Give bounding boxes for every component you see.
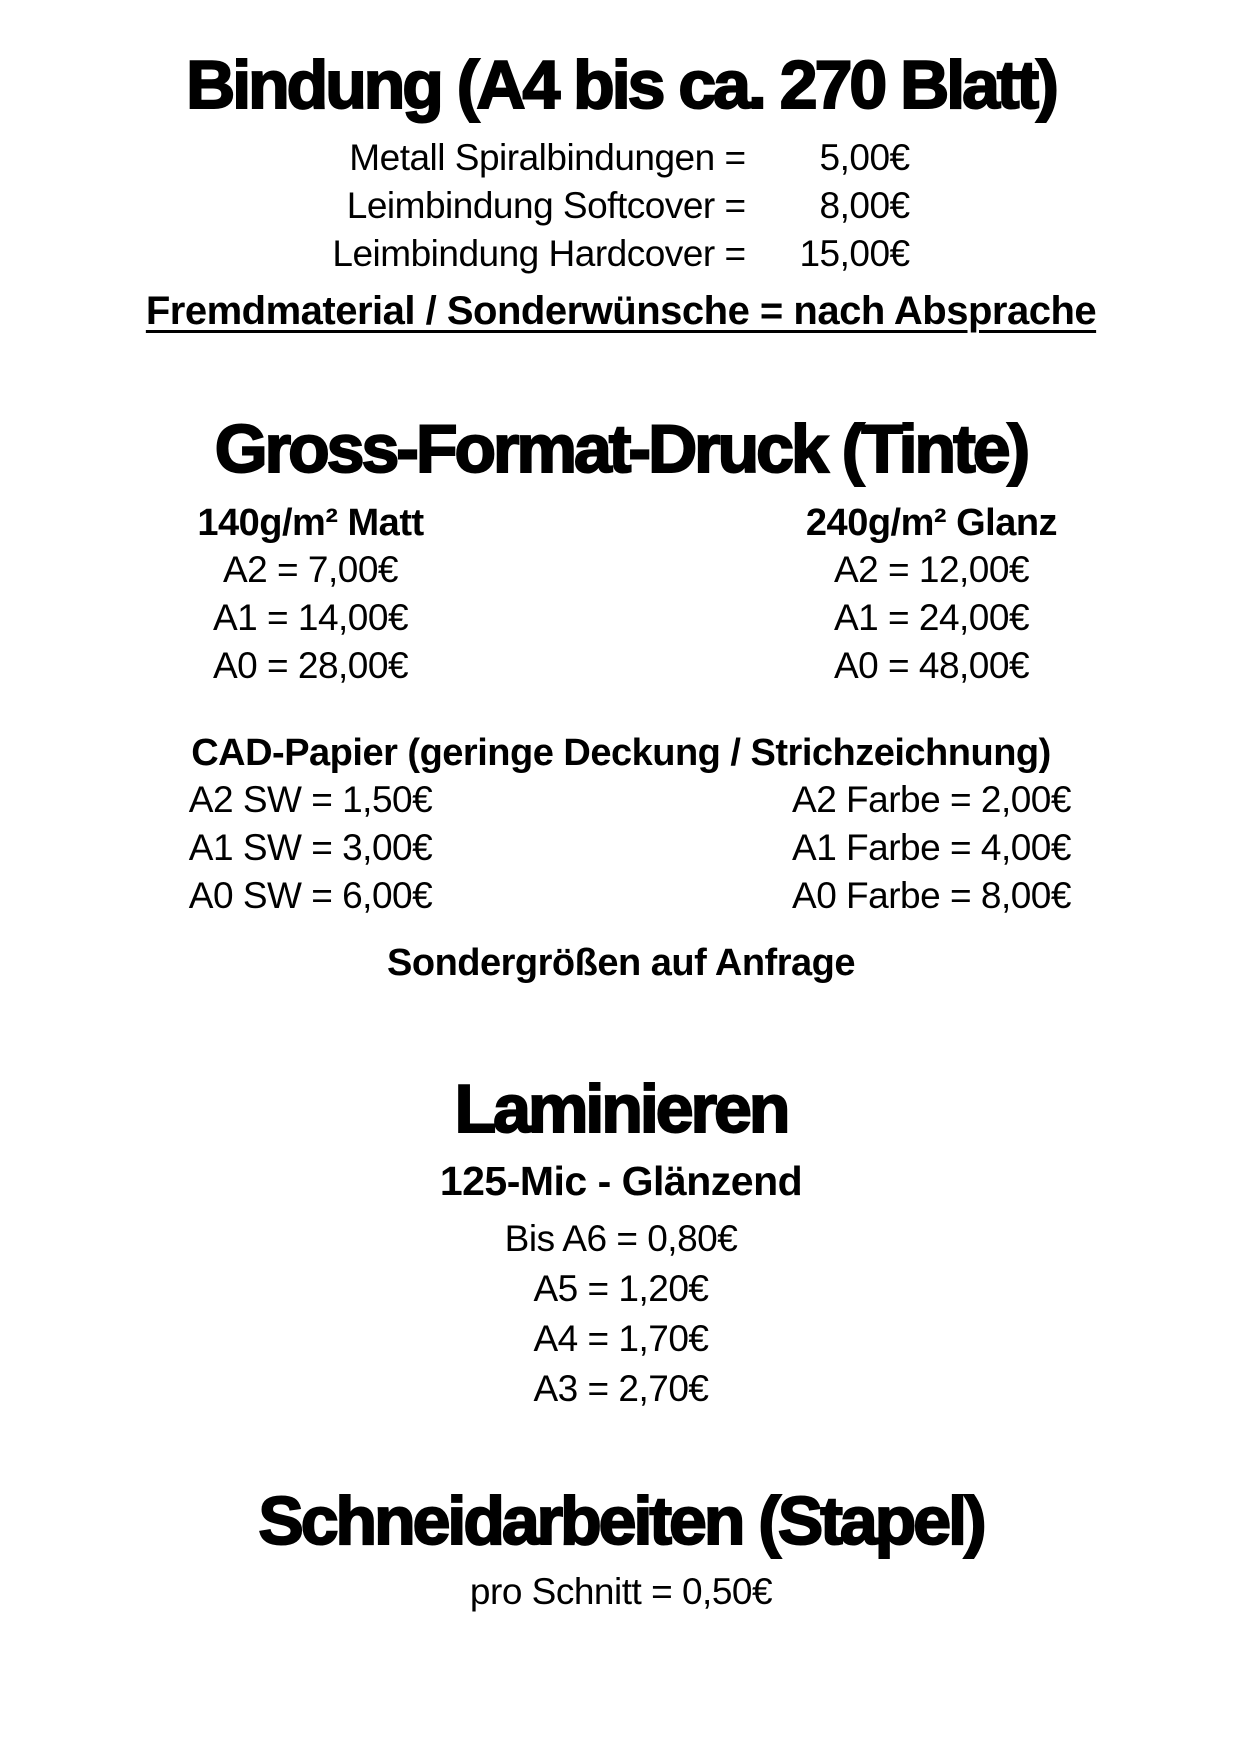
cad-farbe-price-row: A2 Farbe = 2,00€ xyxy=(792,779,1071,820)
laminieren-price-row: A3 = 2,70€ xyxy=(533,1368,709,1409)
bindung-row-price: 5,00€ xyxy=(819,137,910,178)
cad-farbe-price-row: A1 Farbe = 4,00€ xyxy=(792,827,1071,868)
glanz-price-row: A0 = 48,00€ xyxy=(833,645,1030,686)
section-grossformat xyxy=(0,406,1242,986)
matt-price-list xyxy=(0,546,621,690)
bindung-row-price: 15,00€ xyxy=(799,233,910,274)
laminieren-price-list xyxy=(0,1214,1242,1414)
glanz-price-row: A1 = 24,00€ xyxy=(833,597,1030,638)
laminieren-subtitle: 125-Mic - Glänzend xyxy=(439,1158,803,1204)
bindung-row-label: Leimbindung Softcover = xyxy=(346,185,746,226)
laminieren-price-row: A5 = 1,20€ xyxy=(533,1268,709,1309)
cad-sw-price-row: A2 SW = 1,50€ xyxy=(188,779,433,820)
cad-price-columns xyxy=(0,776,1242,920)
grossformat-title: Gross-Format-Druck (Tinte) xyxy=(214,411,1028,487)
bindung-special-note: Fremdmaterial / Sonderwünsche = nach Absprache xyxy=(145,289,1097,333)
bindung-price-table xyxy=(0,134,1242,278)
matt-price-row: A2 = 7,00€ xyxy=(222,549,398,590)
matt-price-row: A0 = 28,00€ xyxy=(212,645,409,686)
grossformat-price-columns xyxy=(0,546,1242,690)
bindung-row-price: 8,00€ xyxy=(819,185,910,226)
cad-farbe-price-row: A0 Farbe = 8,00€ xyxy=(792,875,1071,916)
bindung-title: Bindung (A4 bis ca. 270 Blatt) xyxy=(186,47,1056,123)
schneidarbeiten-price-row: pro Schnitt = 0,50€ xyxy=(469,1571,773,1612)
grossformat-column-headers xyxy=(0,492,1242,546)
bindung-row-label: Metall Spiralbindungen = xyxy=(349,137,746,178)
schneidarbeiten-title: Schneidarbeiten (Stapel) xyxy=(258,1483,984,1559)
cad-sw-price-row: A1 SW = 3,00€ xyxy=(188,827,433,868)
laminieren-price-row: Bis A6 = 0,80€ xyxy=(504,1218,738,1259)
cad-sw-price-row: A0 SW = 6,00€ xyxy=(188,875,433,916)
cad-papier-header: CAD-Papier (geringe Deckung / Strichzeichnung) xyxy=(191,732,1051,774)
cad-special-sizes-note: Sondergrößen auf Anfrage xyxy=(387,942,855,984)
matt-price-row: A1 = 14,00€ xyxy=(212,597,409,638)
cad-farbe-price-list xyxy=(621,776,1242,920)
bindung-row-label: Leimbindung Hardcover = xyxy=(332,233,746,274)
cad-sw-price-list xyxy=(0,776,621,920)
glanz-price-list xyxy=(621,546,1242,690)
laminieren-title: Laminieren xyxy=(454,1071,788,1147)
glanz-column-header: 240g/m² Glanz xyxy=(805,502,1058,544)
matt-column-header: 140g/m² Matt xyxy=(197,502,424,544)
glanz-price-row: A2 = 12,00€ xyxy=(833,549,1030,590)
section-laminieren xyxy=(0,1066,1242,1414)
laminieren-price-row: A4 = 1,70€ xyxy=(533,1318,709,1359)
section-schneidarbeiten xyxy=(0,1478,1242,1616)
section-bindung xyxy=(0,42,1242,334)
